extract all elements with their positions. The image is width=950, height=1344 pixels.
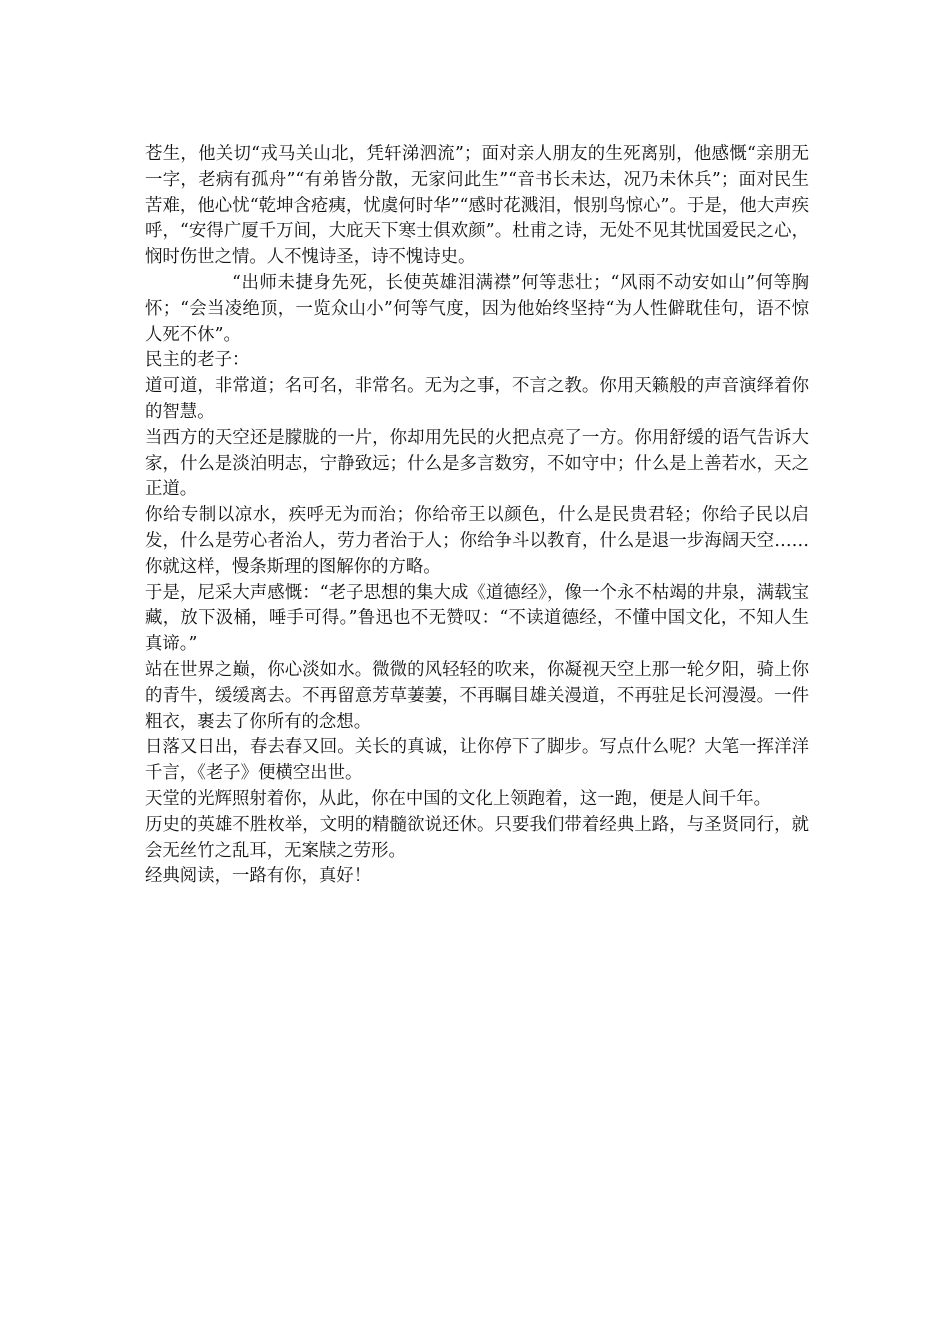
paragraph-western-sky: 当西方的天空还是朦胧的一片，你却用先民的火把点亮了一方。你用舒缓的语气告诉大家，什么是淡泊明志，宁静致远；什么是多言数穷，不如守中；什么是上善若水，天之正道。 [145,427,809,500]
paragraph-dufu-poetry: 苍生，他关切“戎马关山北，凭轩涕泗流”；面对亲人朋友的生死离别，他感慨“亲朋无一字，老病有孤舟”“有弟皆分散，无家问此生”“音书长未达，况乃未休兵”；面对民生苦难，他心忧“乾坤含疮痍，忧虞何时华”“感时花溅泪，恨别鸟惊心”。于是，他大声疾呼，“安得广厦千万间，大庇天下寒士俱欢颜”。杜甫之诗，无处不见其忧国爱民之心，悯时伤世之情。人不愧诗圣，诗不愧诗史。 [145,144,809,268]
section-heading-laozi: 民主的老子： [145,350,250,371]
paragraph-nietzsche-luxun: 于是，尼采大声感慨：“老子思想的集大成《道德经》，像一个永不枯竭的井泉，满载宝藏，放下汲桶，唾手可得。”鲁迅也不无赞叹：“不读道德经，不懂中国文化，不知人生真谛。” [145,582,809,655]
paragraph-sunrise: 日落又日出，春去春又回。关长的真诚，让你停下了脚步。写点什么呢？大笔一挥洋洋千言，《老子》便横空出世。 [145,737,809,784]
document-page [145,142,809,890]
paragraph-heaven-light: 天堂的光辉照射着你，从此，你在中国的文化上领跑着，这一跑，便是人间千年。 [145,788,772,809]
paragraph-heroes: 历史的英雄不胜枚举，文明的精髓欲说还休。只要我们带着经典上路，与圣贤同行，就会无丝竹之乱耳，无案牍之劳形。 [145,814,809,861]
paragraph-closing: 经典阅读，一路有你，真好！ [145,866,372,887]
paragraph-dao-opening: 道可道，非常道；名可名，非常名。无为之事，不言之教。你用天籁般的声音演绎着你的智慧。 [145,376,809,422]
paragraph-departure: 站在世界之巅，你心淡如水。微微的风轻轻的吹来，你凝视天空上那一轮夕阳，骑上你的青牛，缓缓离去。不再留意芳草萋萋，不再瞩目雄关漫道，不再驻足长河漫漫。一件粗衣，裹去了你所有的念想。 [145,659,809,732]
paragraph-dufu-quotes: “出师未捷身先死，长使英雄泪满襟”何等悲壮；“风雨不动安如山”何等胸怀；“会当凌绝顶，一览众山小”何等气度，因为他始终坚持“为人性僻耽佳句，语不惊人死不休”。 [145,272,809,345]
paragraph-governance: 你给专制以凉水，疾呼无为而治；你给帝王以颜色，什么是民贵君轻；你给子民以启发，什么是劳心者治人，劳力者治于人；你给争斗以教育，什么是退一步海阔天空……你就这样，慢条斯理的图解你的方略。 [145,505,809,577]
